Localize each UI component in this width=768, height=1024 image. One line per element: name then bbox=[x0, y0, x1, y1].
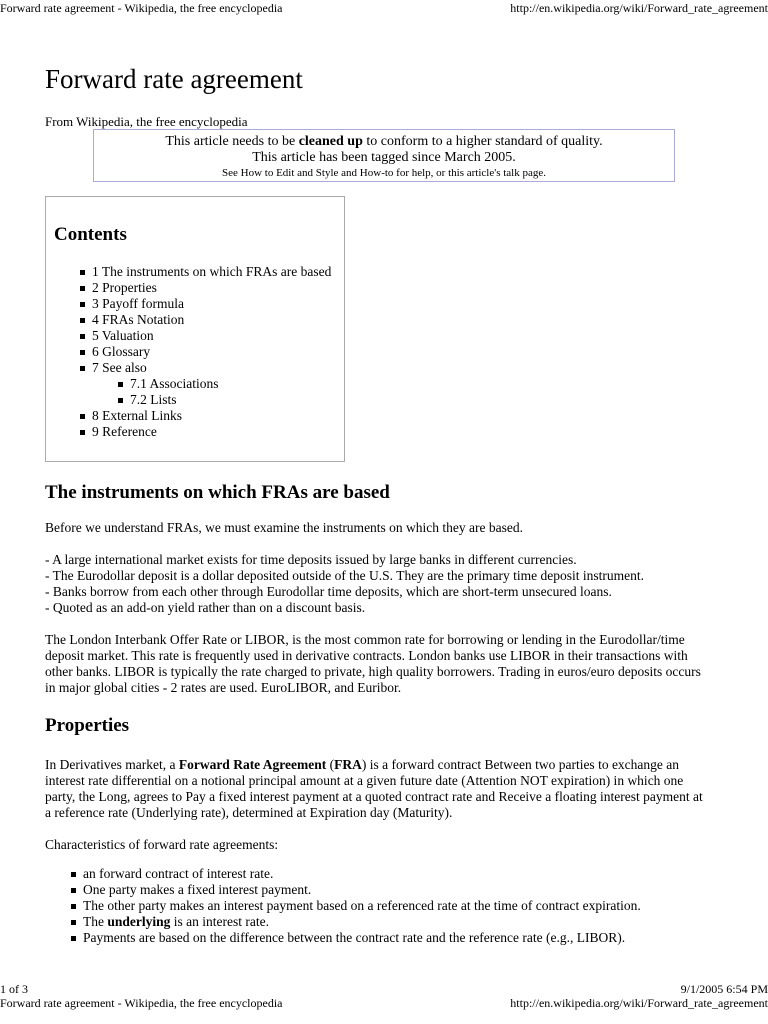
toc-item[interactable]: 2 Properties bbox=[80, 280, 331, 296]
cleanup-bold: cleaned up bbox=[298, 134, 363, 149]
term-fra-full: Forward Rate Agreement bbox=[178, 757, 327, 772]
section-heading-properties: Properties bbox=[45, 715, 130, 736]
cleanup-line-1 bbox=[94, 134, 674, 150]
article-title: Forward rate agreement bbox=[45, 64, 303, 94]
toc-item[interactable]: 5 Valuation bbox=[80, 328, 331, 344]
text-run: The bbox=[83, 914, 108, 929]
site-subtitle: From Wikipedia, the free encyclopedia bbox=[45, 114, 248, 129]
toc-list bbox=[80, 264, 331, 440]
table-of-contents bbox=[45, 196, 345, 462]
print-header-title: Forward rate agreement - Wikipedia, the free encyclopedia bbox=[0, 1, 283, 15]
paragraph-line: The London Interbank Offer Rate or LIBOR, is the most common rate for borrowing or lending in the Eurodollar/time bbox=[45, 632, 685, 647]
list-item: Payments are based on the difference between the contract rate and the reference rate (e.g., LIBOR). bbox=[71, 930, 641, 946]
toc-item[interactable]: 1 The instruments on which FRAs are based bbox=[80, 264, 331, 280]
print-footer-url: http://en.wikipedia.org/wiki/Forward_rate_agreement bbox=[510, 996, 768, 1010]
toc-subitem[interactable]: 7.2 Lists bbox=[118, 392, 331, 408]
paragraph-line: deposit market. This rate is frequently used in derivative contracts. London banks use LIBOR in their transactions with bbox=[45, 648, 688, 663]
toc-item[interactable]: 4 FRAs Notation bbox=[80, 312, 331, 328]
text-run: ) is a forward contract Between two parties to exchange an bbox=[361, 757, 680, 772]
dash-line: - Quoted as an add-on yield rather than on a discount basis. bbox=[45, 600, 366, 615]
dash-line: - Banks borrow from each other through Eurodollar time deposits, which are short-term unsecured loans. bbox=[45, 584, 612, 599]
text-run: is an interest rate. bbox=[170, 914, 269, 929]
list-item: an forward contract of interest rate. bbox=[71, 866, 641, 882]
print-header-url: http://en.wikipedia.org/wiki/Forward_rate_agreement bbox=[510, 1, 768, 15]
characteristics-intro: Characteristics of forward rate agreements: bbox=[45, 837, 279, 852]
paragraph-line: other banks. LIBOR is typically the rate charged to private, high quality borrowers. Trading in euros/euro deposits occurs bbox=[45, 664, 701, 679]
dash-line: - The Eurodollar deposit is a dollar deposited outside of the U.S. They are the primary time deposit instrument. bbox=[45, 568, 644, 583]
properties-paragraph bbox=[45, 757, 735, 821]
text-run: ( bbox=[326, 757, 335, 772]
list-item: The other party makes an interest payment based on a referenced rate at the time of contract expiration. bbox=[71, 898, 641, 914]
toc-item[interactable]: 7 See also bbox=[80, 360, 331, 376]
dash-line: - A large international market exists for time deposits issued by large banks in different currencies. bbox=[45, 552, 577, 567]
page-count: 1 of 3 bbox=[0, 982, 28, 996]
print-footer-title: Forward rate agreement - Wikipedia, the free encyclopedia bbox=[0, 996, 283, 1010]
toc-title: Contents bbox=[54, 224, 127, 245]
list-item bbox=[71, 914, 641, 930]
cleanup-line-2: This article has been tagged since March 2005. bbox=[252, 150, 516, 165]
print-datetime: 9/1/2005 6:54 PM bbox=[680, 982, 768, 996]
paragraph-line: party, the Long, agrees to Pay a fixed interest payment at a quoted contract rate and Receive a floating interest payment at bbox=[45, 789, 703, 804]
term-fra: FRA bbox=[334, 757, 362, 772]
toc-item[interactable]: 9 Reference bbox=[80, 424, 331, 440]
cleanup-text: to conform to a higher standard of quality. bbox=[362, 134, 603, 149]
paragraph-line: in major global cities - 2 rates are used. EuroLIBOR, and Euribor. bbox=[45, 680, 402, 695]
characteristics-list bbox=[71, 866, 641, 946]
toc-item[interactable]: 3 Payoff formula bbox=[80, 296, 331, 312]
cleanup-line-3: See How to Edit and Style and How-to for help, or this article's talk page. bbox=[222, 167, 546, 179]
section1-libor-paragraph bbox=[45, 632, 735, 696]
cleanup-notice bbox=[93, 129, 675, 182]
paragraph-line bbox=[45, 757, 735, 773]
section1-dash-list bbox=[45, 552, 735, 616]
paragraph-line: interest rate differential on a notional principal amount at a given future date (Attention NOT expiration) in which one bbox=[45, 773, 684, 788]
toc-item[interactable]: 8 External Links bbox=[80, 408, 331, 424]
paragraph-line: a reference rate (Underlying rate), determined at Expiration day (Maturity). bbox=[45, 805, 453, 820]
list-item: One party makes a fixed interest payment. bbox=[71, 882, 641, 898]
section1-intro: Before we understand FRAs, we must examine the instruments on which they are based. bbox=[45, 520, 524, 535]
section-heading-instruments: The instruments on which FRAs are based bbox=[45, 482, 390, 503]
cleanup-text: This article needs to be bbox=[165, 134, 299, 149]
toc-item[interactable]: 6 Glossary bbox=[80, 344, 331, 360]
text-run: In Derivatives market, a bbox=[45, 757, 179, 772]
term-underlying: underlying bbox=[107, 914, 171, 929]
toc-subitem[interactable]: 7.1 Associations bbox=[118, 376, 331, 392]
